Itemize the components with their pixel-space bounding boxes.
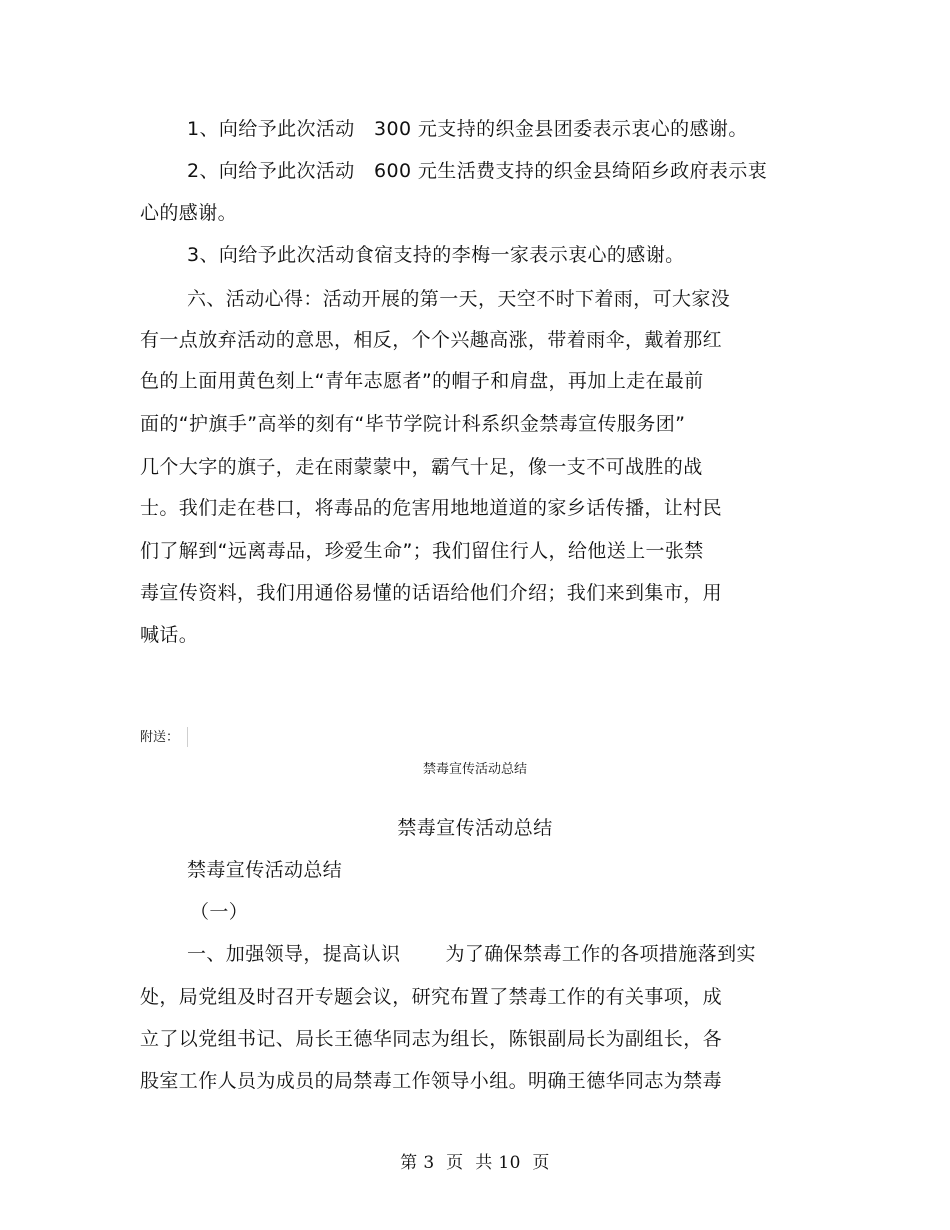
reflection-line-4: 面的“护旗手”高举的刻有“毕节学院计科系织金禁毒宣传服务团”	[140, 413, 686, 435]
appendix-label: 附送：	[140, 730, 180, 745]
body-line-3: 立了以党组书记、局长王德华同志为组长，陈银副局长为副组长，各	[140, 1028, 723, 1050]
reflection-line-9: 喊话。	[140, 624, 199, 646]
reflection-line-3: 色的上面用黄色刻上“青年志愿者”的帽子和肩盘，再加上走在最前	[140, 370, 704, 392]
thanks-line-2: 2、向给予此次活动 600 元生活费支持的织金县绮陌乡政府表示衷	[187, 160, 768, 182]
reflection-line-2: 有一点放弃活动的意思，相反，个个兴趣高涨，带着雨伞，戴着那红	[140, 329, 723, 351]
body-line-1: 一、加强领导，提高认识 为了确保禁毒工作的各项措施落到实	[187, 943, 756, 965]
document-title: 禁毒宣传活动总结	[397, 817, 553, 839]
reflection-line-6: 士。我们走在巷口，将毒品的危害用地地道道的家乡话传播，让村民	[140, 497, 723, 519]
page-number: 第 3 页 共 10 页	[400, 1153, 550, 1173]
body-line-2: 处，局党组及时召开专题会议，研究布置了禁毒工作的有关事项，成	[140, 986, 723, 1008]
divider	[187, 727, 188, 747]
section-number: （一）	[190, 901, 249, 923]
section-heading: 禁毒宣传活动总结	[187, 859, 343, 881]
reflection-line-1: 六、活动心得：活动开展的第一天，天空不时下着雨，可大家没	[187, 288, 731, 310]
thanks-line-1: 1、向给予此次活动 300 元支持的织金县团委表示衷心的感谢。	[187, 118, 748, 140]
reflection-line-7: 们了解到“远离毒品，珍爱生命”；我们留住行人，给他送上一张禁	[140, 540, 704, 562]
reflection-line-8: 毒宣传资料，我们用通俗易懂的话语给他们介绍；我们来到集市，用	[140, 582, 723, 604]
thanks-line-2-cont: 心的感谢。	[140, 202, 238, 224]
reflection-line-5: 几个大字的旗子，走在雨蒙蒙中，霸气十足，像一支不可战胜的战	[140, 456, 703, 478]
thanks-line-3: 3、向给予此次活动食宿支持的李梅一家表示衷心的感谢。	[187, 244, 685, 266]
appendix-small-title: 禁毒宣传活动总结	[422, 762, 527, 777]
body-line-4: 股室工作人员为成员的局禁毒工作领导小组。明确王德华同志为禁毒	[140, 1070, 723, 1092]
